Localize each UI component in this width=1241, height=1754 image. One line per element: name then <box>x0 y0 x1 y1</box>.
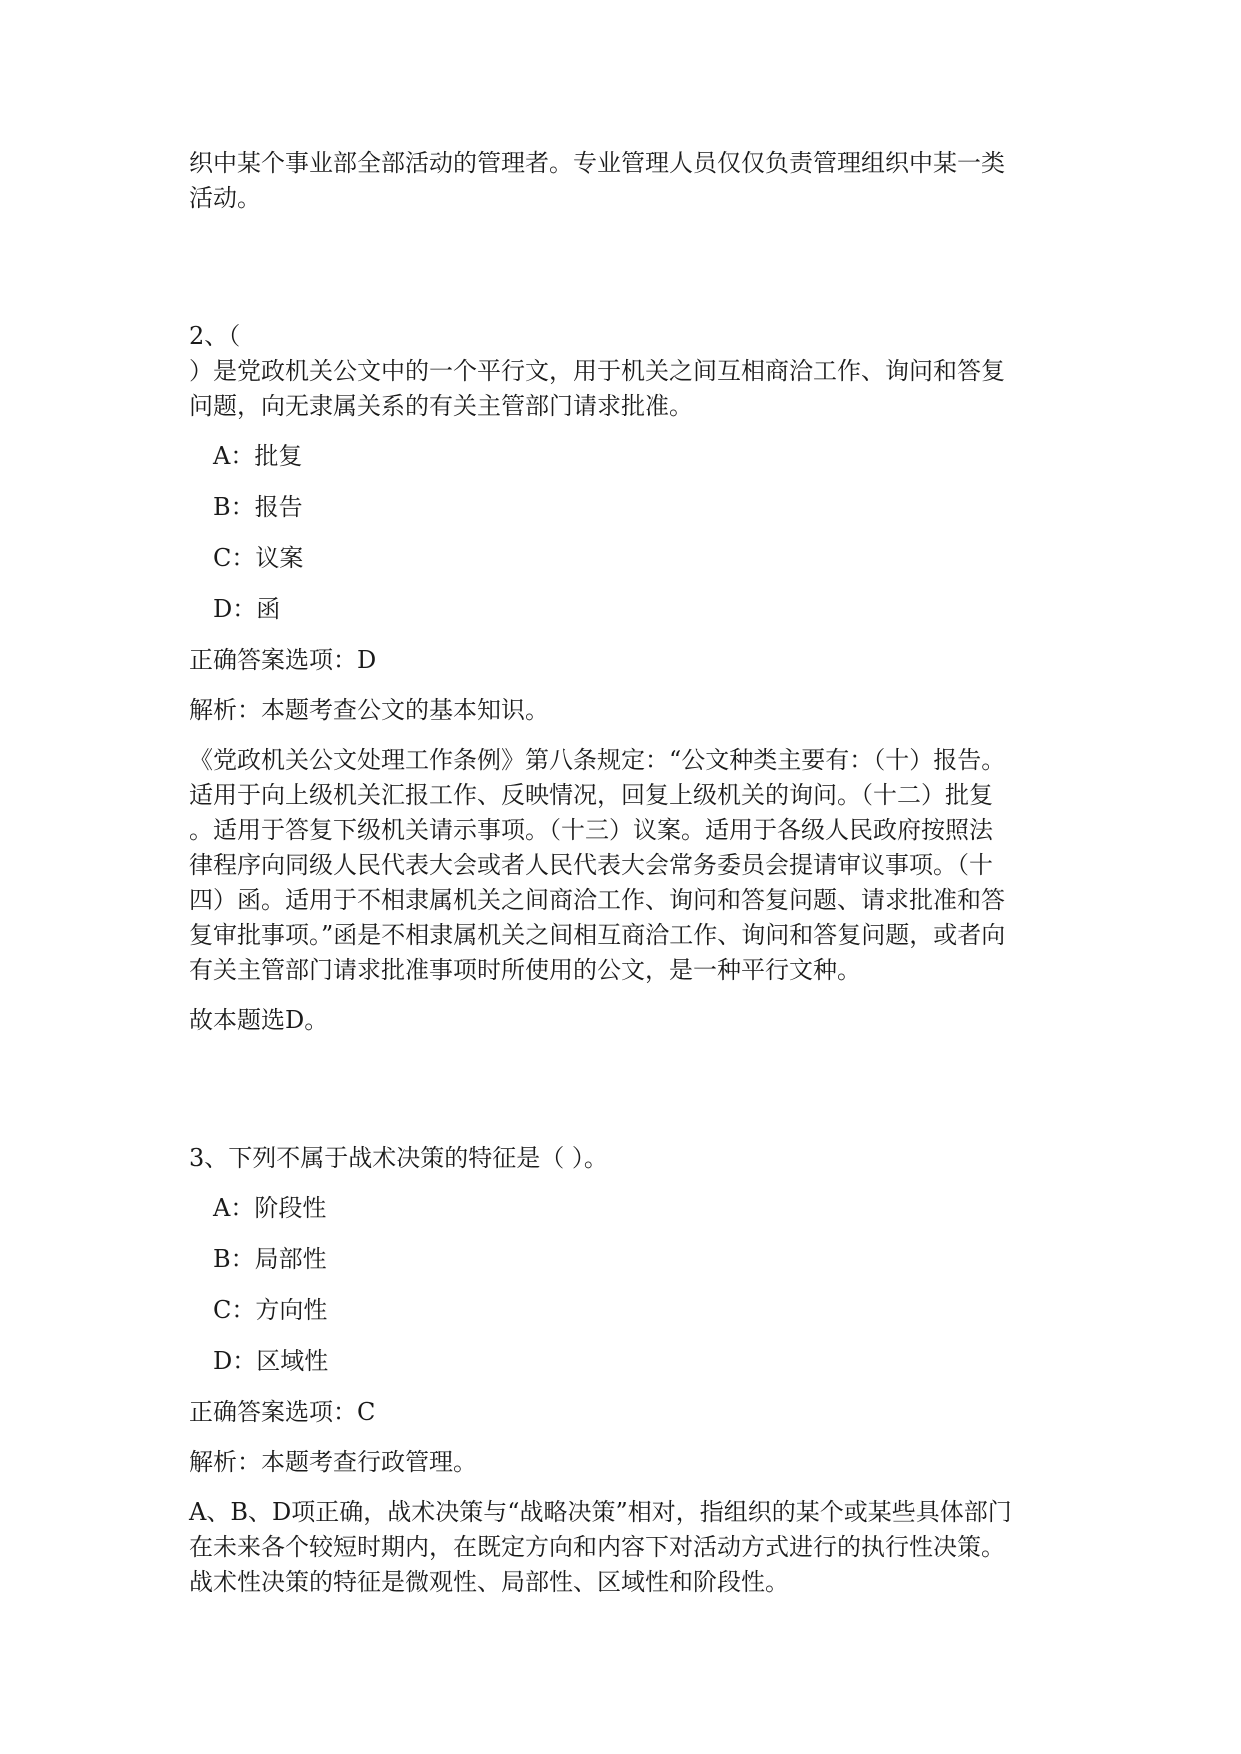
question-2 <box>189 319 1059 1038</box>
option-text: 批复 <box>254 442 303 470</box>
explanation-line: 《党政机关公文处理工作条例》第八条规定：“公文种类主要有：（十）报告。 <box>189 746 1006 774</box>
explanation-paragraph <box>189 743 1059 988</box>
question-stem-line: ）是党政机关公文中的一个平行文，用于机关之间互相商洽工作、询问和答复 <box>189 357 1005 385</box>
option-letter: B： <box>213 1245 255 1273</box>
explanation-line: 适用于向上级机关汇报工作、反映情况，回复上级机关的询问。（十二）批复 <box>189 781 993 809</box>
analysis-heading: 解析：本题考查行政管理。 <box>189 1448 477 1476</box>
option-text: 阶段性 <box>254 1194 327 1222</box>
explanation-line: 复审批事项。”函是不相隶属机关之间相互商洽工作、询问和答复问题，或者向 <box>189 921 1006 949</box>
explanation-line: 战术性决策的特征是微观性、局部性、区域性和阶段性。 <box>189 1568 789 1596</box>
option-letter: B： <box>213 493 255 521</box>
option-text: 局部性 <box>254 1245 327 1273</box>
option-text: 报告 <box>254 493 303 521</box>
explanation-line: 律程序向同级人民代表大会或者人民代表大会常务委员会提请审议事项。（十 <box>189 851 993 879</box>
analysis-heading: 解析：本题考查公文的基本知识。 <box>189 696 549 724</box>
intro-line: 活动。 <box>189 184 261 212</box>
correct-answer: 正确答案选项：C <box>189 1398 376 1426</box>
explanation-line: 在未来各个较短时期内，在既定方向和内容下对活动方式进行的执行性决策。 <box>189 1533 1005 1561</box>
option-b <box>213 1242 1059 1277</box>
option-c <box>213 1293 1059 1328</box>
explanation-line: 有关主管部门请求批准事项时所使用的公文，是一种平行文种。 <box>189 956 861 984</box>
option-letter: C： <box>213 544 256 572</box>
intro-paragraph <box>189 146 1059 216</box>
conclusion: 故本题选D。 <box>189 1006 329 1034</box>
correct-answer: 正确答案选项：D <box>189 646 377 674</box>
option-letter: A： <box>213 442 255 470</box>
option-d <box>213 592 1059 627</box>
question-stem-line: 2、（ <box>189 322 241 350</box>
option-a <box>213 1191 1059 1226</box>
option-b <box>213 490 1059 525</box>
option-text: 议案 <box>255 544 304 572</box>
option-d <box>213 1344 1059 1379</box>
option-letter: D： <box>213 1347 257 1375</box>
question-3 <box>189 1141 1059 1600</box>
option-a <box>213 439 1059 474</box>
explanation-line: 四）函。适用于不相隶属机关之间商洽工作、询问和答复问题、请求批准和答 <box>189 886 1005 914</box>
section-spacer <box>189 1038 1059 1141</box>
question-stem <box>189 319 1059 424</box>
explanation-line: A、B、D项正确，战术决策与“战略决策”相对，指组织的某个或某些具体部门 <box>189 1498 1012 1526</box>
option-text: 区域性 <box>256 1347 329 1375</box>
option-c <box>213 541 1059 576</box>
option-letter: D： <box>213 595 257 623</box>
option-text: 函 <box>256 595 281 623</box>
question-stem-line: 问题，向无隶属关系的有关主管部门请求批准。 <box>189 392 693 420</box>
option-letter: C： <box>213 1296 256 1324</box>
document-page <box>189 146 1059 1615</box>
question-stem-line: 3、下列不属于战术决策的特征是（ ）。 <box>189 1144 608 1172</box>
explanation-line: 。适用于答复下级机关请示事项。（十三）议案。适用于各级人民政府按照法 <box>189 816 993 844</box>
question-stem <box>189 1141 1059 1176</box>
intro-line: 织中某个事业部全部活动的管理者。专业管理人员仅仅负责管理组织中某一类 <box>189 149 1005 177</box>
option-text: 方向性 <box>255 1296 328 1324</box>
explanation-paragraph <box>189 1495 1059 1600</box>
option-letter: A： <box>213 1194 255 1222</box>
